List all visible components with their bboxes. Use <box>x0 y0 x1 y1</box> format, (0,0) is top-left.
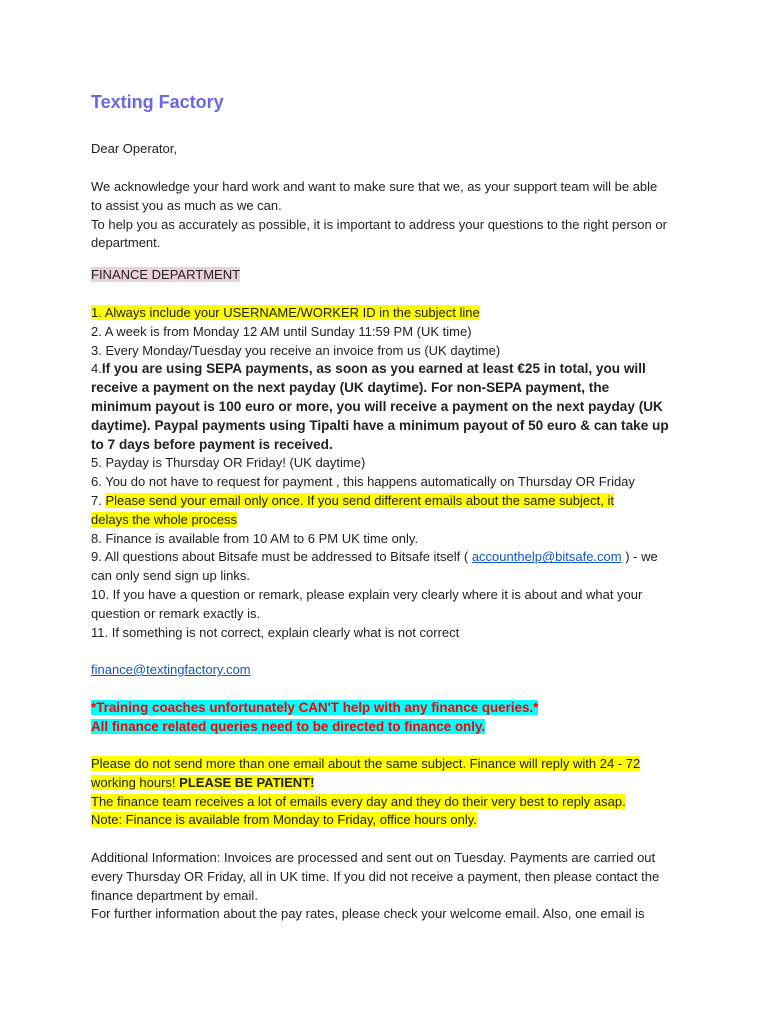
intro-paragraph <box>91 178 691 253</box>
warning-line: All finance related queries need to be directed to finance only. <box>91 718 486 734</box>
rule-7-text: delays the whole process <box>91 511 237 527</box>
rule-1: 1. Always include your USERNAME/WORKER ID in the subject line <box>91 305 480 320</box>
intro-line: to assist you as much as we can. <box>91 197 282 213</box>
rule-10: 10. If you have a question or remark, please explain very clearly where it is about and what your <box>91 586 643 602</box>
rule-2: 2. A week is from Monday 12 AM until Sunday 11:59 PM (UK time) <box>91 323 472 339</box>
additional-line: For further information about the pay rates, please check your welcome email. Also, one email is <box>91 906 645 922</box>
finance-email-link[interactable]: finance@textingfactory.com <box>91 662 251 677</box>
rule-4-text: to 7 days before payment is received. <box>91 436 333 452</box>
finance-email-block <box>91 661 691 680</box>
rule-4-text: daytime). Paypal payments using Tipalti have a minimum payout of 50 euro & can take up <box>91 417 669 433</box>
rule-9-text: ) - we <box>621 549 658 565</box>
rule-9-text: can only send sign up links. <box>91 568 250 584</box>
rule-7-text: Please send your email only once. If you send different emails about the same subject, it <box>105 492 614 508</box>
rule-4-line <box>91 360 691 379</box>
note-line: working hours! <box>91 774 180 790</box>
rule-6: 6. You do not have to request for payment , this happens automatically on Thursday OR Friday <box>91 474 635 490</box>
finance-heading-block <box>91 266 691 285</box>
rule-7-line <box>91 492 691 511</box>
finance-department-heading: FINANCE DEPARTMENT <box>91 267 241 282</box>
bitsafe-email-link[interactable]: accounthelp@bitsafe.com <box>471 549 622 565</box>
greeting-text: Dear Operator, <box>91 141 177 156</box>
rule-9-line <box>91 548 691 567</box>
warning-line: *Training coaches unfortunately CAN'T help with any finance queries.* <box>91 700 539 715</box>
rule-4-text: If you are using SEPA payments, as soon as you earned at least €25 in total, you will <box>101 361 646 377</box>
rule-8: 8. Finance is available from 10 AM to 6 PM UK time only. <box>91 530 419 546</box>
please-be-patient: PLEASE BE PATIENT! <box>179 774 315 790</box>
rule-9-text: 9. All questions about Bitsafe must be addressed to Bitsafe itself ( <box>91 549 472 565</box>
rule-3: 3. Every Monday/Tuesday you receive an invoice from us (UK daytime) <box>91 342 501 358</box>
note-block <box>91 755 691 830</box>
finance-rules-list <box>91 304 691 642</box>
rule-4-text: receive a payment on the next payday (UK daytime). For non-SEPA payment, the <box>91 380 610 396</box>
rule-4-number: 4. <box>91 361 102 377</box>
intro-line: department. <box>91 235 161 251</box>
document-title: Texting Factory <box>91 92 224 112</box>
greeting <box>91 140 691 159</box>
additional-line: every Thursday OR Friday, all in UK time. If you did not receive a payment, then please contact the <box>91 868 660 884</box>
rule-4-text: minimum payout is 100 euro or more, you will receive a payment on the next payday (UK <box>91 398 663 414</box>
note-line: Note: Finance is available from Monday to Friday, office hours only. <box>91 812 477 828</box>
rule-10: question or remark exactly is. <box>91 605 261 621</box>
note-line: The finance team receives a lot of emails every day and they do their very best to reply asap. <box>91 793 626 809</box>
note-line: Please do not send more than one email about the same subject. Finance will reply with 24 - 72 <box>91 756 641 771</box>
additional-line: finance department by email. <box>91 887 258 903</box>
rule-11: 11. If something is not correct, explain clearly what is not correct <box>91 624 460 640</box>
intro-line: To help you as accurately as possible, it is important to address your questions to the right person or <box>91 216 667 232</box>
rule-5: 5. Payday is Thursday OR Friday! (UK daytime) <box>91 455 366 471</box>
warning-block <box>91 699 691 737</box>
rule-7-number: 7. <box>91 492 106 508</box>
additional-line: Additional Information: Invoices are processed and sent out on Tuesday. Payments are carried out <box>91 850 656 865</box>
intro-line: We acknowledge your hard work and want to make sure that we, as your support team will be able <box>91 179 658 194</box>
additional-information <box>91 849 691 924</box>
